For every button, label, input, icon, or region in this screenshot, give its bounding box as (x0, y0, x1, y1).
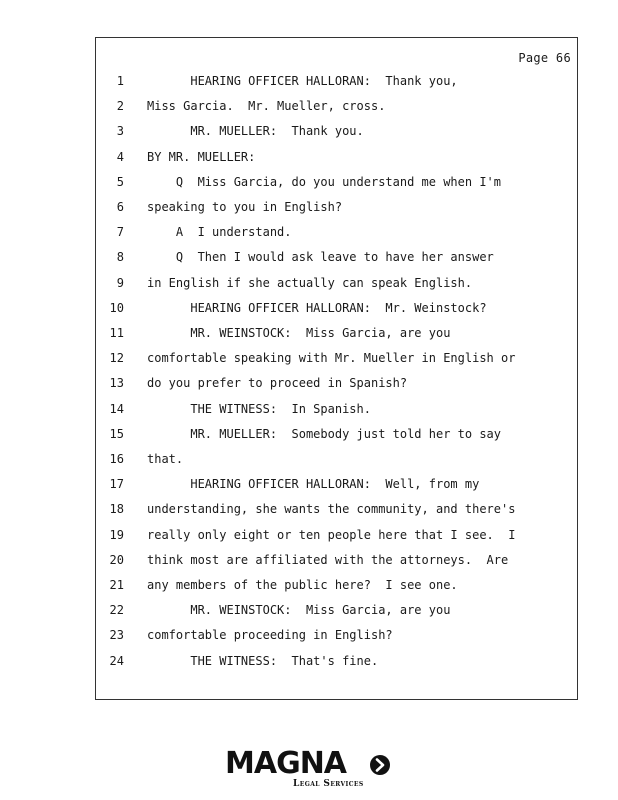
line-text: BY MR. MUELLER: (147, 149, 256, 164)
line-text: think most are affiliated with the attorneys. Are (147, 552, 509, 567)
magna-logo (222, 747, 402, 795)
line-text: THE WITNESS: That's fine. (147, 653, 379, 668)
line-number: 7 (116, 225, 124, 240)
line-number: 19 (109, 527, 124, 542)
line-text: Miss Garcia. Mr. Mueller, cross. (147, 99, 386, 114)
logo-wordmark: MAGNA (225, 746, 347, 781)
line-text: HEARING OFFICER HALLORAN: Thank you, (147, 74, 458, 88)
logo-subtitle: Legal Services (293, 779, 364, 789)
line-number: 21 (109, 578, 124, 592)
line-number: 13 (109, 376, 124, 391)
line-number: 11 (109, 326, 124, 340)
line-text: understanding, she wants the community, and there's (147, 502, 516, 517)
line-number: 18 (109, 502, 124, 517)
line-text: Q Then I would ask leave to have her answer (147, 250, 494, 265)
line-number: 15 (109, 426, 124, 441)
line-text: really only eight or ten people here that I see. I (147, 527, 516, 542)
line-number: 22 (109, 603, 124, 618)
line-number: 3 (116, 124, 124, 139)
line-text: do you prefer to proceed in Spanish? (147, 376, 408, 391)
line-number: 6 (116, 200, 124, 214)
line-number: 14 (109, 401, 124, 416)
line-text: comfortable speaking with Mr. Mueller in English or (147, 351, 516, 366)
line-number: 24 (109, 653, 124, 668)
line-text: THE WITNESS: In Spanish. (147, 401, 371, 416)
line-text: MR. WEINSTOCK: Miss Garcia, are you (147, 326, 451, 340)
line-number: 1 (116, 74, 124, 88)
line-text: speaking to you in English? (147, 200, 343, 214)
line-text: MR. MUELLER: Somebody just told her to say (147, 426, 502, 441)
line-text: HEARING OFFICER HALLORAN: Mr. Weinstock? (147, 300, 487, 315)
line-text: HEARING OFFICER HALLORAN: Well, from my (147, 477, 480, 492)
page-number: Page 66 (518, 51, 571, 65)
line-number: 10 (109, 300, 124, 315)
line-text: that. (147, 452, 184, 466)
line-number: 20 (109, 552, 124, 567)
line-number: 16 (109, 452, 124, 466)
chevron-right-circle-icon (369, 754, 391, 776)
line-number: 4 (116, 149, 124, 164)
line-text: comfortable proceeding in English? (147, 628, 393, 643)
line-number: 9 (116, 275, 124, 290)
line-number: 12 (109, 351, 124, 366)
line-number: 23 (109, 628, 124, 643)
line-number: 17 (109, 477, 124, 492)
line-number: 8 (116, 250, 124, 265)
line-text: A I understand. (147, 225, 292, 240)
line-number: 2 (116, 99, 124, 114)
line-number: 5 (116, 174, 124, 189)
line-text: Q Miss Garcia, do you understand me when I'm (147, 174, 502, 189)
line-text: MR. MUELLER: Thank you. (147, 124, 364, 139)
line-text: MR. WEINSTOCK: Miss Garcia, are you (147, 603, 451, 618)
line-text: any members of the public here? I see one. (147, 578, 458, 592)
line-text: in English if she actually can speak English. (147, 275, 473, 290)
